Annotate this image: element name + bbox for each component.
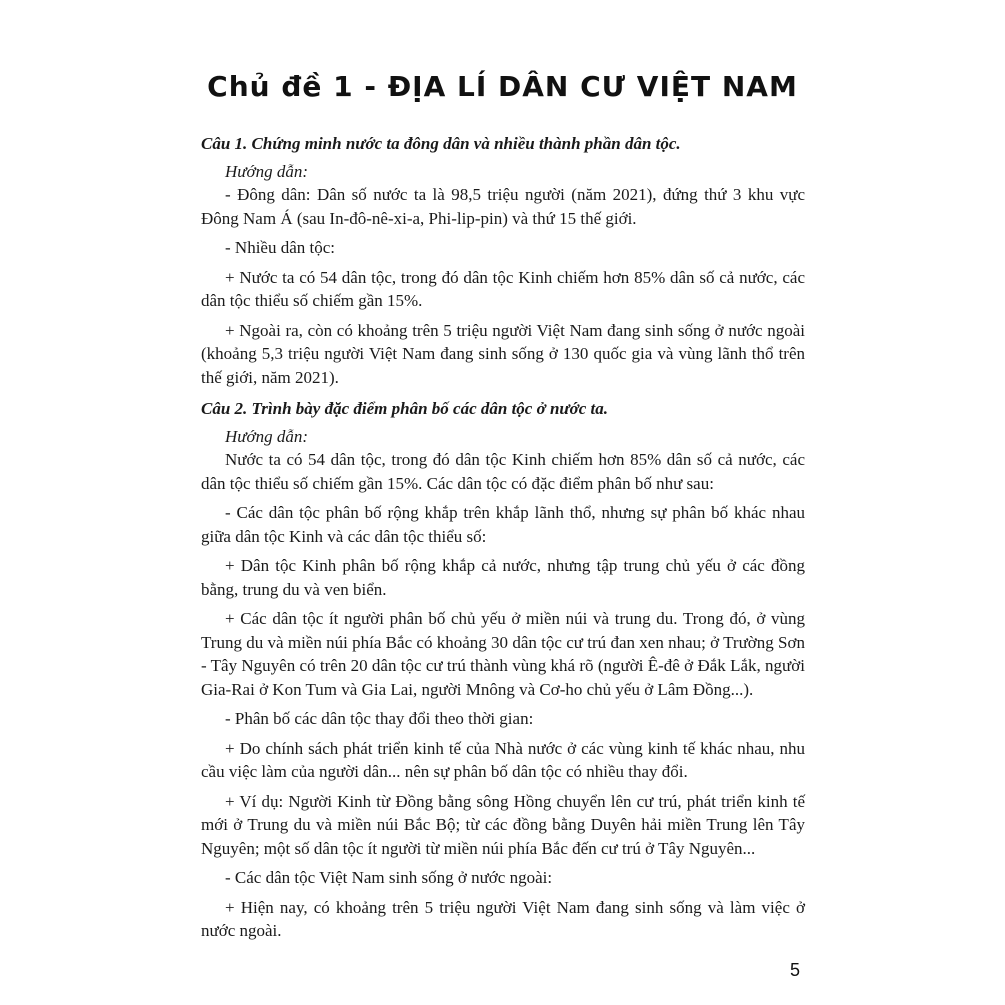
question-2-guide-label: Hướng dẫn:: [225, 426, 309, 446]
paragraph: - Đông dân: Dân số nước ta là 98,5 triệu người (năm 2021), đứng thứ 3 khu vực Đông Nam Á (sau In-đô-nê-xi-a, Phi-lip-pin) và thứ 15 thế giới.: [201, 185, 805, 228]
paragraph: + Ngoài ra, còn có khoảng trên 5 triệu người Việt Nam đang sinh sống ở nước ngoài (khoảng 5,3 triệu người Việt Nam đang sinh sống ở 130 quốc gia và vùng lãnh thổ trên thế giới, năm 2021).: [201, 320, 805, 387]
paragraph: + Ví dụ: Người Kinh từ Đồng bằng sông Hồng chuyển lên cư trú, phát triển kinh tế mới ở Trung du và miền núi Bắc Bộ; từ các đồng bằng Duyên hải miền Trung lên Tây Nguyên; một số dân tộc ít người từ miền núi phía Bắc đến cư trú ở Tây Nguyên...: [201, 791, 805, 858]
paragraph: + Các dân tộc ít người phân bố chủ yếu ở miền núi và trung du. Trong đó, ở vùng Trung du và miền núi phía Bắc có khoảng 30 dân tộc cư trú đan xen nhau; ở Trường Sơn - Tây Nguyên có trên 20 dân tộc cư trú thành vùng khá rõ (người Ê-đê ở Đắk Lắk, người Gia-Rai ở Kon Tum và Gia Lai, người Mnông và Cơ-ho chủ yếu ở Lâm Đồng...).: [201, 609, 805, 699]
paragraph: + Hiện nay, có khoảng trên 5 triệu người Việt Nam đang sinh sống và làm việc ở nước ngoài.: [201, 897, 805, 940]
page-title: Chủ đề 1 - ĐỊA LÍ DÂN CƯ VIỆT NAM: [207, 70, 798, 103]
question-2-heading: Câu 2. Trình bày đặc điểm phân bố các dân tộc ở nước ta.: [201, 399, 609, 418]
paragraph: + Nước ta có 54 dân tộc, trong đó dân tộc Kinh chiếm hơn 85% dân số cả nước, các dân tộc thiểu số chiếm gần 15%.: [201, 267, 805, 310]
paragraph: Nước ta có 54 dân tộc, trong đó dân tộc Kinh chiếm hơn 85% dân số cả nước, các dân tộc thiểu số chiếm gần 15%. Các dân tộc có đặc điểm phân bố như sau:: [201, 450, 805, 493]
paragraph: + Do chính sách phát triển kinh tế của Nhà nước ở các vùng kinh tế khác nhau, nhu cầu việc làm của người dân... nên sự phân bố dân tộc có nhiều thay đổi.: [201, 738, 805, 781]
paragraph: - Các dân tộc phân bố rộng khắp trên khắp lãnh thổ, nhưng sự phân bố khác nhau giữa dân tộc Kinh và các dân tộc thiểu số:: [201, 503, 805, 546]
paragraph: - Nhiều dân tộc:: [225, 238, 335, 257]
paragraph: - Phân bố các dân tộc thay đổi theo thời gian:: [225, 709, 534, 728]
question-1-heading: Câu 1. Chứng minh nước ta đông dân và nhiều thành phần dân tộc.: [201, 134, 681, 153]
page-content: [201, 132, 805, 949]
question-1-guide-label: Hướng dẫn:: [225, 161, 309, 181]
page-number: 5: [790, 960, 801, 980]
paragraph: - Các dân tộc Việt Nam sinh sống ở nước ngoài:: [225, 868, 553, 887]
paragraph: + Dân tộc Kinh phân bố rộng khắp cả nước, nhưng tập trung chủ yếu ở các đồng bằng, trung du và ven biển.: [201, 556, 805, 599]
